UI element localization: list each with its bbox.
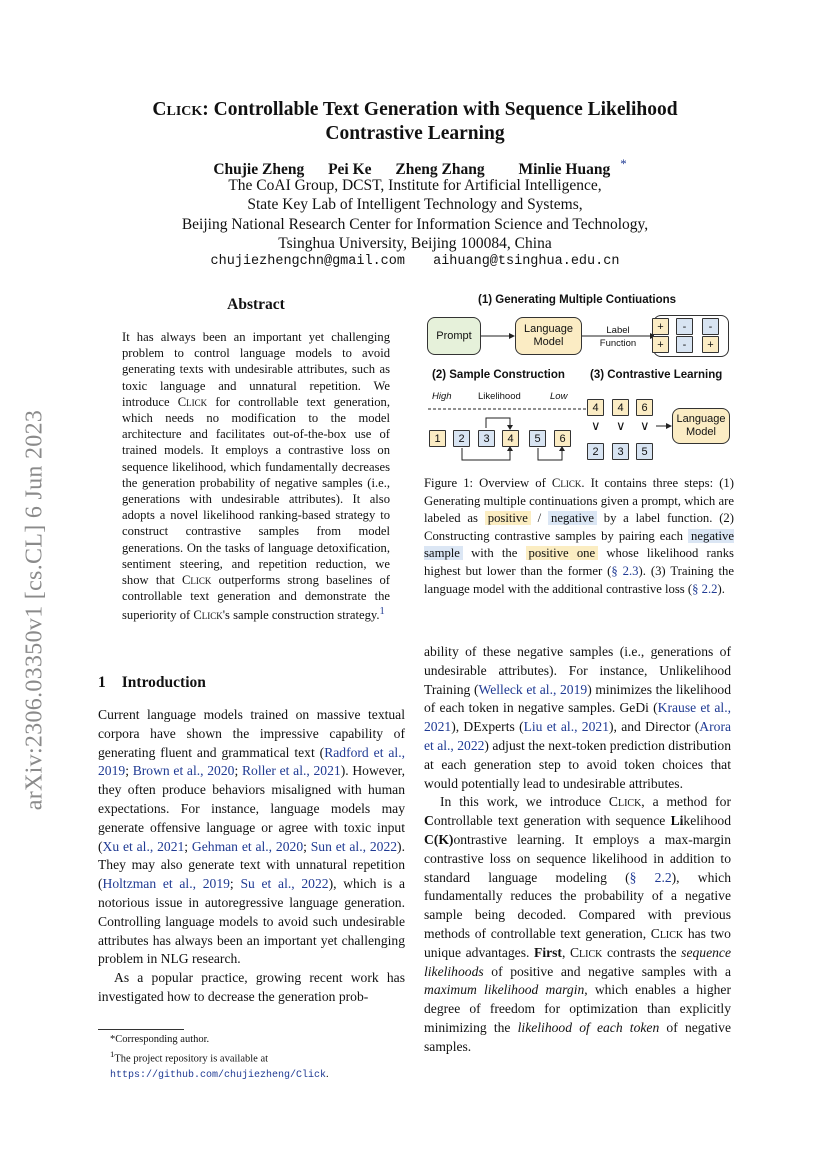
section-title: Introduction: [121, 674, 206, 691]
citation-link[interactable]: Xu et al., 2021: [102, 838, 185, 854]
likelihood-axis-label: Likelihood: [478, 391, 521, 402]
title-line-1: : Controllable Text Generation with Sequence Likelihood: [202, 99, 678, 120]
author-emails: [110, 254, 720, 269]
arxiv-identifier: arXiv:2306.03350v1 [cs.CL] 6 Jun 2023: [21, 409, 48, 811]
footnote-divider: [98, 1029, 184, 1030]
comparator: ∨: [616, 418, 626, 433]
paragraph: Current language models trained on massive textual corpora have shown the impressive capability of generating fluent and grammatical text (Radford et al., 2019; Brown et al., 2020; Roller et al., 2021). However, they often produce behaviors misaligned with human expectations. For instance, language models may generate offensive language or agree with toxic input (Xu et al., 2021; Gehman et al., 2020; Sun et al., 2022). They may also generate text with unnatural repetition (Holtzman et al., 2019; Su et al., 2022), which is a notorious issue in autoregressive language generation. Controlling language models to avoid such undesirable attributes has always been an important yet challenging problem in NLG research.: [98, 707, 406, 967]
author: Chujie Zheng: [213, 161, 305, 179]
affiliation-line: Beijing National Research Center for Information Science and Technology,: [181, 215, 649, 233]
figure-caption: Figure 1: Overview of Click. It contains three steps: (1) Generating multiple continuations given a prompt, which are labeled as positive / negative by a label function. (2) Constructing contrastive samples by pairing each negative sample with the positive one whose likelihood ranks highest but lower than the former (§ 2.3). (3) Training the language model with the additional contrastive loss (§ 2.2).: [424, 476, 735, 596]
comparator: ∨: [640, 418, 650, 433]
citation-link[interactable]: Gehman et al., 2020: [191, 838, 304, 854]
citation-link[interactable]: Brown et al., 2020: [132, 763, 235, 779]
language-model-box: Language Model: [515, 317, 582, 355]
label-negative: -: [676, 336, 693, 353]
footnote-corresponding: *Corresponding author.: [110, 1034, 210, 1045]
title-method-name: Click: [152, 99, 203, 120]
label-negative: -: [676, 318, 693, 335]
email: aihuang@tsinghua.edu.cn: [433, 254, 620, 269]
footnote-ref[interactable]: 1: [379, 606, 385, 618]
figure-overview: [424, 288, 736, 468]
figure-heading-sample-construction: (2) Sample Construction: [432, 369, 565, 381]
citation-link[interactable]: Liu et al., 2021: [523, 719, 609, 735]
likelihood-low-label: Low: [550, 391, 568, 402]
label-function-label: Label Function: [599, 325, 637, 349]
section-ref-link[interactable]: § 2.2: [692, 581, 718, 596]
ranked-sample: 3: [478, 430, 495, 447]
repository-link[interactable]: https://github.com/chujiezheng/Click: [110, 1069, 327, 1081]
email: chujiezhengchn@gmail.com: [210, 254, 405, 269]
affiliation: [110, 176, 720, 253]
label-positive: +: [652, 318, 669, 335]
likelihood-high-label: High: [432, 391, 452, 402]
abstract-heading: Abstract: [227, 296, 285, 313]
citation-link[interactable]: Roller et al., 2021: [241, 763, 341, 779]
affiliation-line: State Key Lab of Intelligent Technology and Systems,: [247, 196, 583, 214]
citation-link[interactable]: Welleck et al., 2019: [478, 681, 588, 697]
paragraph: ability of these negative samples (i.e., generations of undesirable attributes). For instance, Unlikelihood Training (Welleck et al., 2019) minimizes the likelihood of each token in negative samples. GeDi (Krause et al., 2021), DExperts (Liu et al., 2021), and Director (Arora et al., 2022) adjust the next-token prediction distribution at each generation step to avoid token choices that would potentially lead to undesirable attributes.: [424, 644, 732, 791]
affiliation-line: Tsinghua University, Beijing 100084, China: [278, 234, 552, 252]
positive-sample: 6: [636, 399, 653, 416]
section-ref-link[interactable]: § 2.2: [629, 869, 672, 885]
ranked-sample: 2: [453, 430, 470, 447]
label-positive: +: [652, 336, 669, 353]
author: Minlie Huang *: [518, 156, 627, 179]
label-positive: +: [702, 336, 719, 353]
section-heading-introduction: [98, 674, 206, 692]
negative-sample: 3: [612, 443, 629, 460]
section-ref-link[interactable]: § 2.3: [611, 563, 639, 578]
corresponding-author-mark: *: [620, 156, 627, 171]
positive-sample: 4: [587, 399, 604, 416]
citation-link[interactable]: Arora et al., 2022: [424, 719, 731, 753]
language-model-box-training: Language Model: [672, 408, 730, 444]
ranked-sample: 1: [429, 430, 446, 447]
citation-link[interactable]: Krause et al., 2021: [424, 700, 732, 735]
figure-heading-contrastive-learning: (3) Contrastive Learning: [590, 369, 723, 381]
intro-body-left: [98, 706, 405, 1007]
citation-link[interactable]: Su et al., 2022: [240, 876, 329, 892]
affiliation-line: The CoAI Group, DCST, Institute for Artificial Intelligence,: [228, 177, 602, 194]
highlight-positive-one: positive one: [526, 546, 599, 560]
ranked-sample: 4: [502, 430, 519, 447]
abstract-text: It has always been an important yet challenging problem to control language models to avoid generating texts with undesirable attributes, such as toxic language and unnatural repetition. We introduce Click for controllable text generation, which needs no modification to the model architecture and facilitates out-of-the-box use of trained models. It employs a contrastive loss on sequence likelihood, which fundamentally decreases the generation probability of negative samples (i.e., generations with undesirable attributes). It also adopts a novel likelihood ranking-based strategy to construct contrastive samples from model generations. On the tasks of language detoxification, sentiment steering, and repetition reduction, we show that Click outperforms strong baselines of controllable text generation and demonstrate the superiority of Click's sample construction strategy.$^1$: [122, 330, 390, 623]
title-line-2: Contrastive Learning: [325, 123, 505, 144]
citation-link[interactable]: Holtzman et al., 2019: [102, 876, 230, 892]
negative-sample: 2: [587, 443, 604, 460]
negative-sample: 5: [636, 443, 653, 460]
highlight-negative: negative: [548, 511, 597, 525]
arxiv-stamp: [10, 380, 60, 840]
footnotes: [98, 1032, 408, 1083]
section-number: 1: [98, 674, 106, 691]
paragraph: As a popular practice, growing recent work has investigated how to decrease the generation prob-: [98, 970, 405, 1004]
author: Pei Ke: [328, 161, 372, 179]
ranked-sample: 5: [529, 430, 546, 447]
ranked-sample: 6: [554, 430, 571, 447]
comparator: ∨: [591, 418, 601, 433]
prompt-box: Prompt: [427, 317, 481, 355]
author: Zheng Zhang: [395, 161, 485, 179]
paragraph: In this work, we introduce Click, a method for Controllable text generation with sequence Likelihood C(K)ontrastive learning. It employs a max-margin contrastive loss on sequence likelihood in addition to standard language modeling (§ 2.2), which fundamentally reduces the probability of a negative sample being decoded. Compared with previous methods of controllable text generation, Click has two unique advantages. First, Click contrasts the sequence likelihoods of positive and negative samples with a maximum likelihood margin, which enables a higher degree of freedom for optimization than explicitly minimizing the likelihood of each token of negative samples.: [424, 794, 732, 1054]
paper-title: [110, 98, 720, 146]
figure-heading-generating: (1) Generating Multiple Contiuations: [478, 294, 677, 306]
positive-sample: 4: [612, 399, 629, 416]
label-negative: -: [702, 318, 719, 335]
footnote-repository: $^1$The project repository is available at https://github.com/chujiezheng/Click.: [110, 1049, 329, 1081]
citation-link[interactable]: Radford et al., 2019: [98, 744, 406, 779]
intro-body-right: [424, 643, 731, 1057]
citation-link[interactable]: Sun et al., 2022: [310, 838, 398, 854]
highlight-negative-sample: negative sample: [424, 528, 734, 561]
highlight-positive: positive: [485, 511, 531, 525]
